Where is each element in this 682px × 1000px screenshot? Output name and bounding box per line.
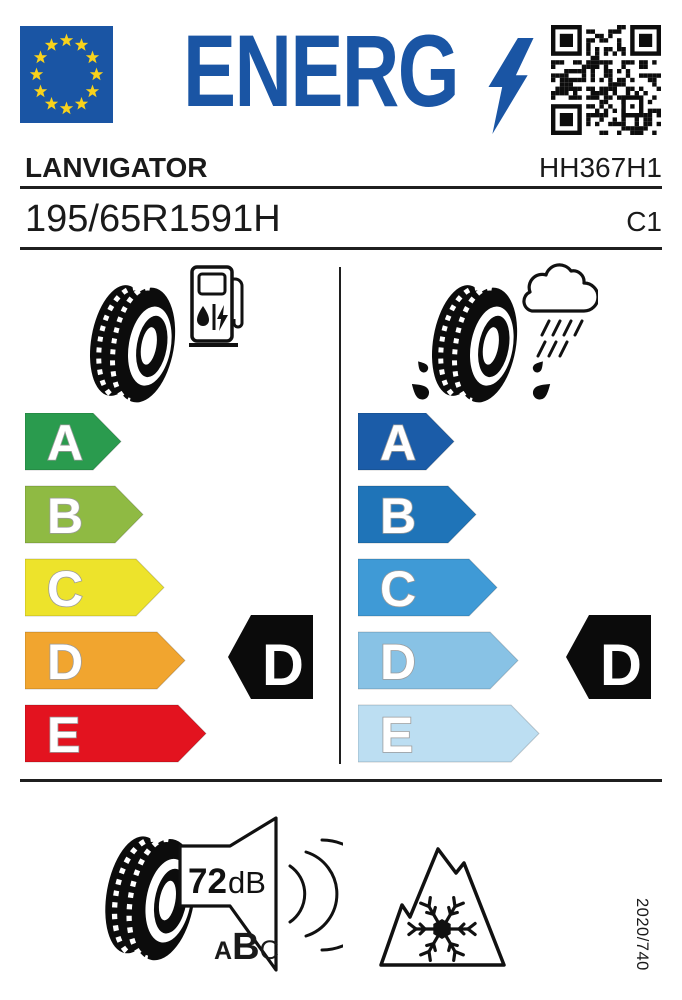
noise-class-a: A [214,937,233,965]
eu-star [30,68,43,81]
divider-line [20,186,662,189]
class-bar-letter: D [47,634,84,690]
noise-class-scale [214,926,279,969]
noise-unit: dB [228,865,266,900]
eu-star [90,68,103,81]
class-bar-letter: B [47,488,84,544]
divider-line [20,779,662,782]
tyre-class: C1 [626,206,662,237]
wet-grip-rating-badge [565,614,652,700]
class-bar-letter: C [380,561,417,617]
fuel-rating-letter: D [262,633,304,698]
eu-star [60,34,73,47]
rain-cloud-icon [518,263,598,363]
eu-star [34,85,47,98]
class-bar-b [358,486,476,543]
class-bar-c [25,559,164,616]
class-bar-c [358,559,497,616]
tyre-size: 195/65R1591H [25,198,281,240]
class-bar-letter: E [47,707,81,763]
eu-star [86,85,99,98]
class-bar-letter: B [380,488,417,544]
wet-grip-rating-letter: D [600,633,642,698]
eu-flag-stars-icon [20,26,113,123]
class-bar-letter: A [380,415,417,471]
class-bar-letter: E [380,707,414,763]
eu-star [60,102,73,115]
qr-code [551,25,661,135]
vertical-divider [339,267,341,764]
fuel-pump-icon [188,261,246,351]
class-bar-letter: C [47,561,84,617]
eu-star [75,97,88,110]
eu-star [34,51,47,64]
eu-flag [20,26,113,123]
class-bar-letter: D [380,634,417,690]
eu-star [75,38,88,51]
eu-star [86,51,99,64]
brand-name: LANVIGATOR [25,152,208,183]
sound-waves-icon [290,840,343,950]
noise-class-b: B [232,926,260,968]
tyre-fuel-icon [88,282,188,406]
lightning-bolt-icon [488,38,534,134]
noise-value: 72 [188,862,227,901]
snow-grip-3pmsf-icon [378,843,508,969]
eu-star [45,38,58,51]
model-number: HH367H1 [539,152,662,183]
energ-logo-text: ENERG [183,14,459,128]
wet-grip-scale [358,413,573,765]
fuel-rating-badge [227,614,314,700]
fuel-efficiency-scale [25,413,240,765]
class-bar-b [25,486,143,543]
class-bar-letter: A [47,415,84,471]
divider-line [20,247,662,250]
regulation-number: 2020/740 [633,898,651,971]
noise-class-c: C [259,935,280,965]
eu-star [45,97,58,110]
